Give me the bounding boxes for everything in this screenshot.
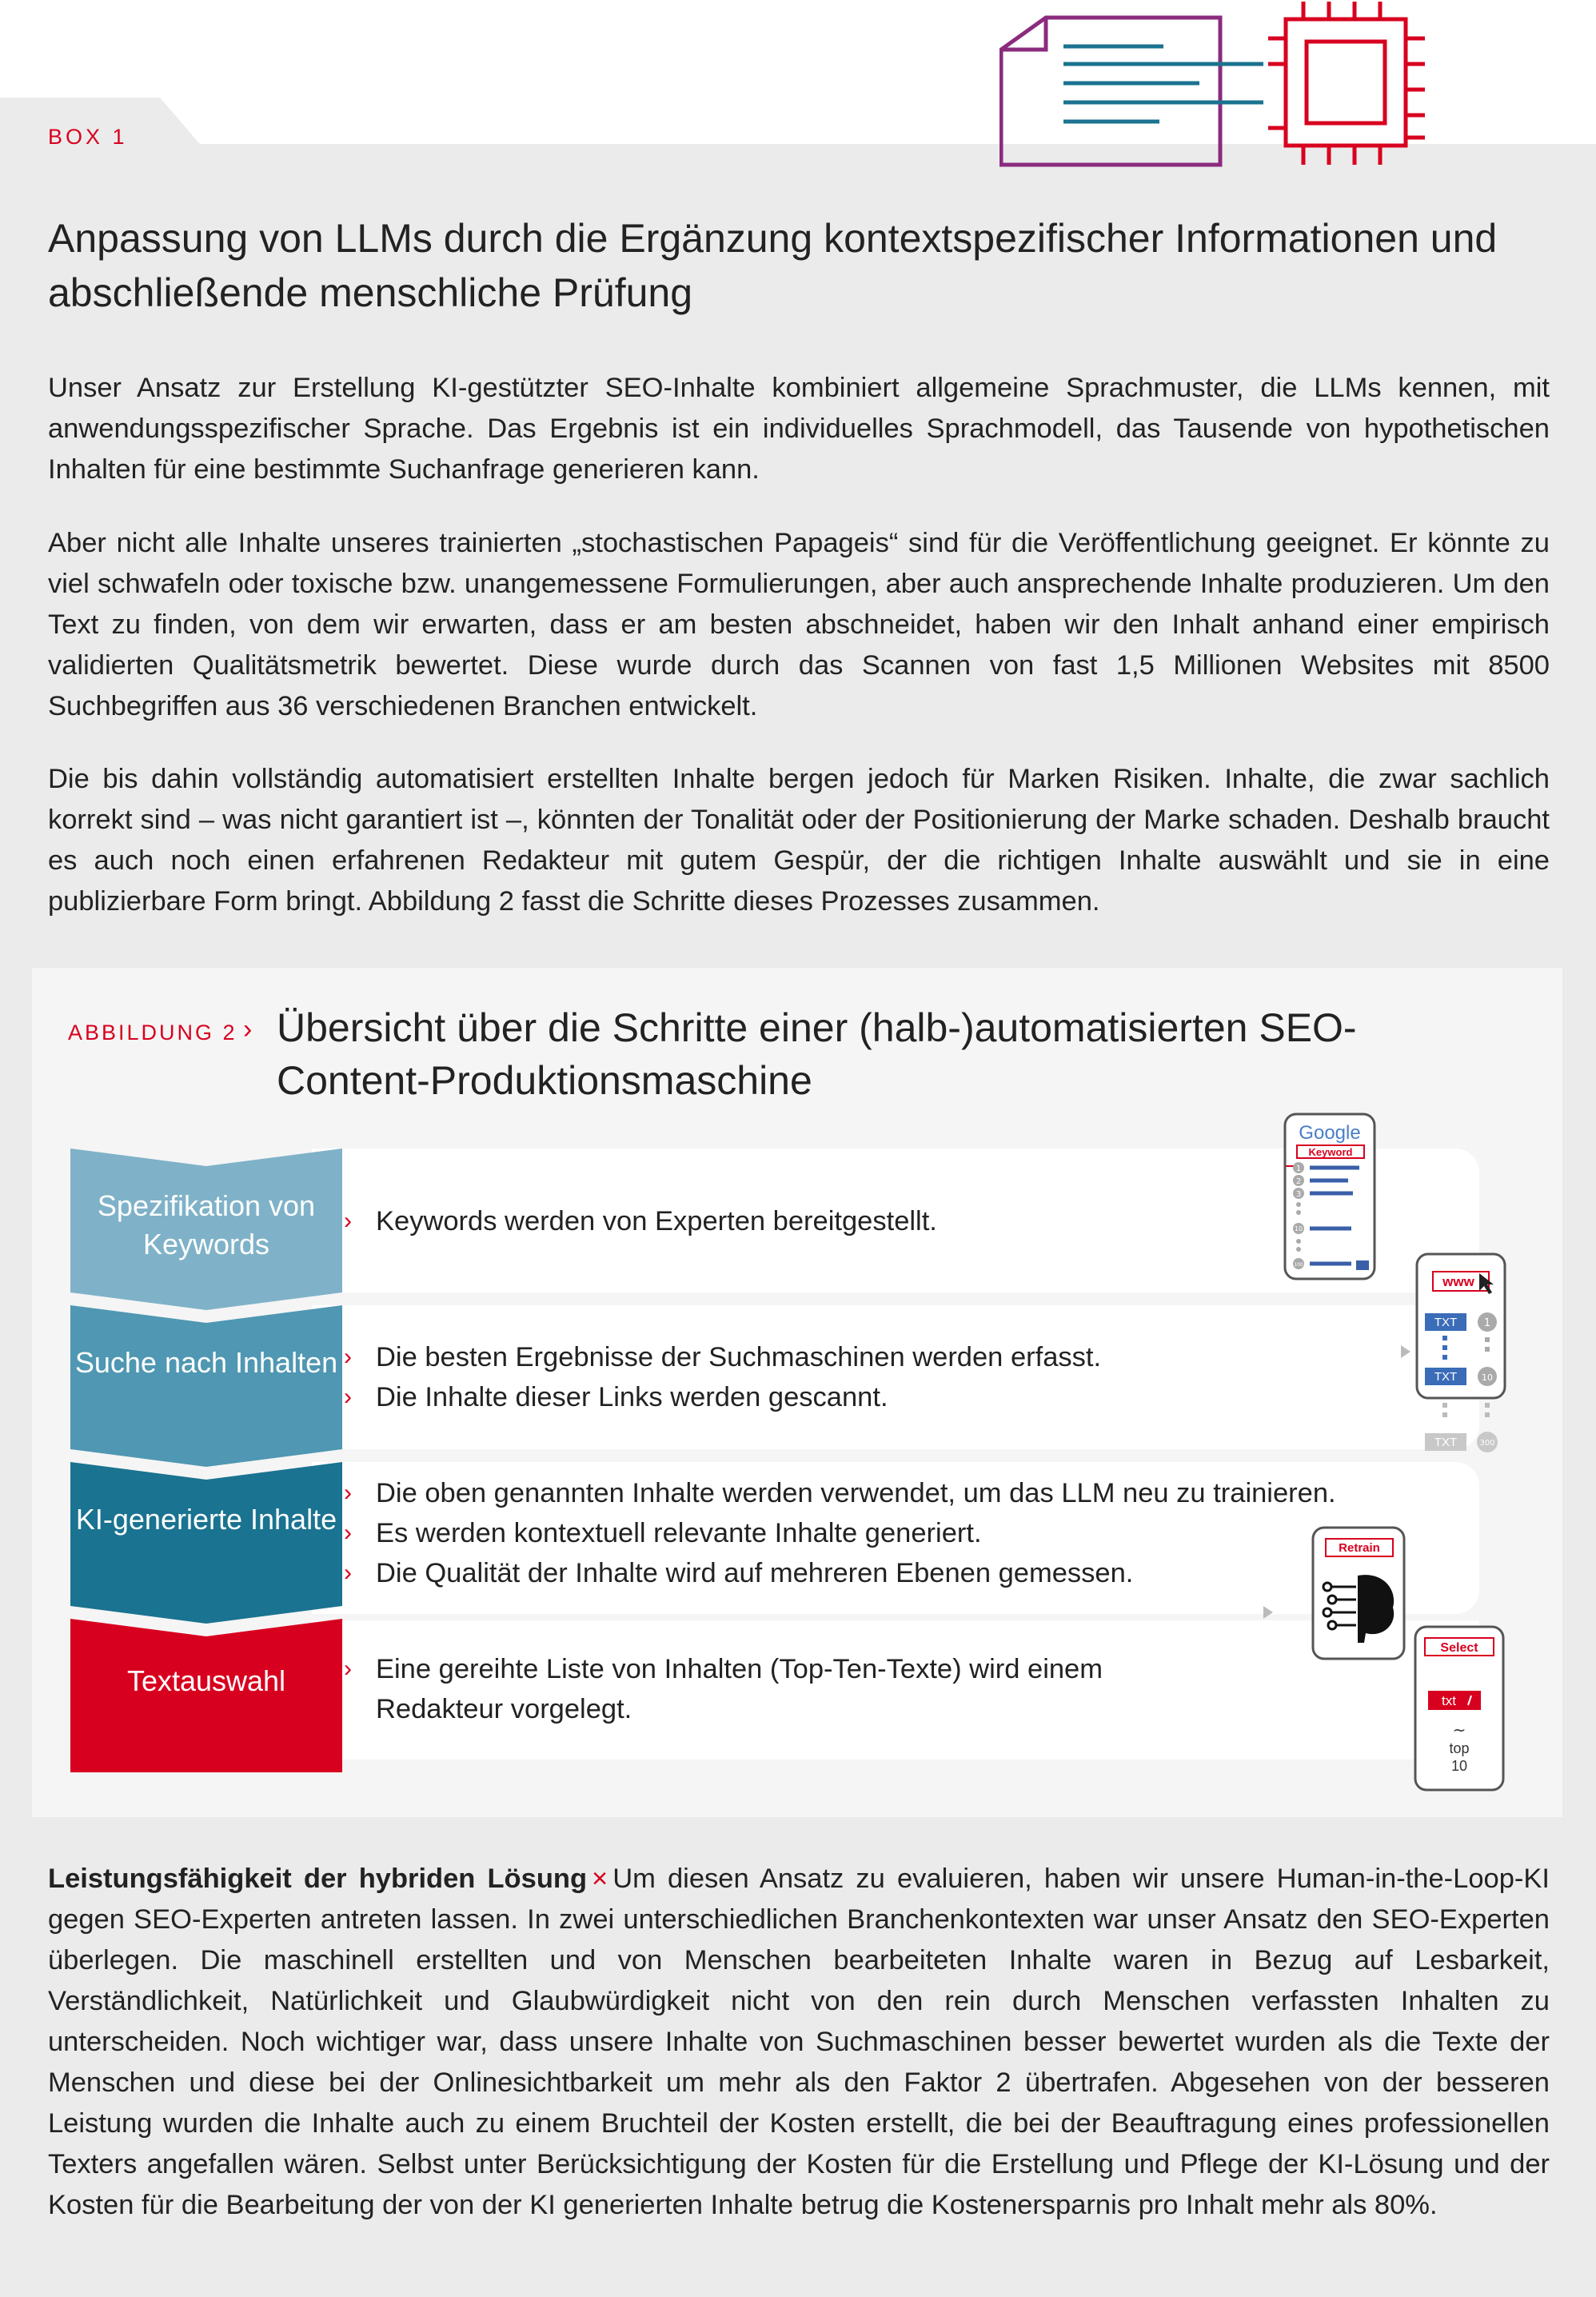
separator-x-icon: × bbox=[592, 1864, 608, 1894]
chevron-right-icon: › bbox=[243, 1014, 253, 1045]
step-label-3: KI-generierte Inhalte bbox=[75, 1503, 337, 1536]
risk-paragraph: Die bis dahin vollständig automatisiert erstellten Inhalte bergen jedoch für Marken Risiken. Inhalte, die zwar sachlich korrekt sind – was nicht garantiert ist –, könnten der Tonalität oder der Positionierung der Marke schaden. Deshalb braucht es auch noch einen erfahrenen Redakteur mit gutem Gespür, der die richtigen Inhalte auswählt und sie in eine publizierbare Form bringt. Abbildung 2 fasst die Schritte dieses Prozesses zusammen. bbox=[48, 764, 1550, 917]
svg-text:1: 1 bbox=[1295, 1164, 1302, 1173]
svg-text:3: 3 bbox=[1295, 1190, 1302, 1199]
svg-text:10: 10 bbox=[1482, 1372, 1493, 1383]
document-chip-illustration bbox=[999, 0, 1447, 172]
svg-text:10: 10 bbox=[1294, 1225, 1303, 1232]
box-title: Anpassung von LLMs durch die Ergänzung kontextspezifischer Informationen und abschließende menschliche Prüfung bbox=[48, 216, 1498, 315]
step-shape-3 bbox=[70, 1462, 342, 1624]
svg-text:300: 300 bbox=[1479, 1439, 1495, 1448]
svg-text:TXT: TXT bbox=[1434, 1370, 1458, 1384]
svg-text:Select: Select bbox=[1440, 1641, 1478, 1655]
svg-text:top: top bbox=[1449, 1740, 1470, 1756]
svg-text:TXT: TXT bbox=[1434, 1316, 1458, 1329]
svg-text:100: 100 bbox=[1294, 1262, 1303, 1268]
google-search-phone-icon bbox=[1283, 1112, 1379, 1283]
performance-paragraph bbox=[48, 1859, 1550, 2226]
svg-text:TXT: TXT bbox=[1434, 1436, 1458, 1449]
quality-paragraph: Aber nicht alle Inhalte unseres trainierten „stochastischen Papageis“ sind für die Veröffentlichung geeignet. Er könnte zu viel schwafeln oder toxische bzw. unangemessene Formulierungen, aber auch ansprechende Inhalte produzieren. Um den Text zu finden, von dem wir erwarten, dass er am besten abschneidet, haben wir den Inhalt anhand einer empirisch validierten Qualitätsmetrik bewertet. Diese wurde durch das Scannen von fast 1,5 Millionen Websites mit 8500 Suchbegriffen aus 36 verschiedenen Branchen entwickelt. bbox=[48, 528, 1550, 721]
svg-text:txt: txt bbox=[1442, 1693, 1456, 1708]
figure-label: ABBILDUNG 2 bbox=[68, 1021, 237, 1045]
svg-text:10: 10 bbox=[1450, 1758, 1468, 1774]
svg-text:1: 1 bbox=[1483, 1317, 1491, 1329]
svg-text:~: ~ bbox=[1452, 1720, 1466, 1740]
svg-text:Retrain: Retrain bbox=[1339, 1541, 1380, 1555]
performance-heading: Leistungsfähigkeit der hybriden Lösung bbox=[48, 1864, 588, 1894]
website-scan-more-icon bbox=[1417, 1428, 1513, 1457]
figure-2: ABBILDUNG 2 › Übersicht über die Schritte einer (halb-)automatisierten SEO-Content-Produktionsmaschine Spezifikation von Keywords Suche nach Inhalten KI-generierte Inhalte Textauswahl › Keywords werden von Experten bereitgestellt. › Die besten Ergebnisse der Suchmaschinen werden erfasst. › Die Inhalte dieser Links werden gescannt. › Die oben genannten Inhalte werden verwendet, um das LLM neu zu trainieren. › Es werden kontextuell relevante Inhalte generiert. › Die Qualität der Inhalte wird auf mehreren Ebenen gemessen. › Eine gereihte Liste von Inhalten (Top-Ten-Texte) wird einem Redakteur vorgelegt. Google Keyword 1 2 3 10 100 www TXT 1 TXT 10 TXT 300 Retrain Select txt ~ top 10 bbox=[32, 968, 1562, 1817]
svg-text:www: www bbox=[1442, 1274, 1474, 1289]
select-top10-phone-icon bbox=[1412, 1624, 1508, 1793]
step-label-4: Textauswahl bbox=[126, 1664, 286, 1697]
step-shape-2 bbox=[70, 1305, 342, 1467]
website-scan-phone-icon bbox=[1401, 1249, 1521, 1425]
svg-text:Keyword: Keyword bbox=[1308, 1146, 1353, 1158]
intro-paragraph: Unser Ansatz zur Erstellung KI-gestützter SEO-Inhalte kombiniert allgemeine Sprachmuster, die LLMs kennen, mit anwendungsspezifischer Sprache. Das Ergebnis ist ein individuelles Sprachmodell, das Tausende von hypothetischen Inhalten für eine bestimmte Suchanfrage generieren kann. bbox=[48, 373, 1550, 485]
step-label-2: Suche nach Inhalten bbox=[74, 1346, 338, 1379]
box-label: BOX 1 bbox=[48, 125, 128, 149]
performance-text: Um diesen Ansatz zu evaluieren, haben wir unsere Human-in-the-Loop-KI gegen SEO-Experten antreten lassen. In zwei unterschiedlichen Branchenkontexten war unser Ansatz den SEO-Experten überlegen. Die maschinell erstellten und von Menschen bearbeiteten Inhalte waren in Bezug auf Lesbarkeit, Verständlichkeit, Natürlichkeit und Glaubwürdigkeit nicht von den rein durch Menschen verfassten Inhalten zu unterscheiden. Noch wichtiger war, dass unsere Inhalte von Suchmaschinen besser bewertet wurden als die Texte der Menschen und diese bei der Onlinesichtbarkeit um mehr als den Faktor 2 übertrafen. Abgesehen von der besseren Leistung wurden die Inhalte auch zu einem Bruchteil der Kosten erstellt, die bei der Beauftragung eines professionellen Texters angefallen wären. Selbst unter Berücksichtigung der Kosten für die Erstellung und Pflege der KI-Lösung und der Kosten für die Bearbeitung der von der KI generierten Inhalte betrug die Kostenersparnis pro Inhalt mehr als 80%. bbox=[48, 1864, 1550, 2220]
figure-title: Übersicht über die Schritte einer (halb-)automatisierten SEO-Content-Produktionsmaschine bbox=[277, 1005, 1357, 1103]
step-label-1: Spezifikation von Keywords bbox=[97, 1189, 316, 1260]
retrain-brain-phone-icon bbox=[1263, 1524, 1407, 1660]
svg-text:Google: Google bbox=[1299, 1122, 1361, 1144]
svg-text:2: 2 bbox=[1295, 1177, 1302, 1186]
